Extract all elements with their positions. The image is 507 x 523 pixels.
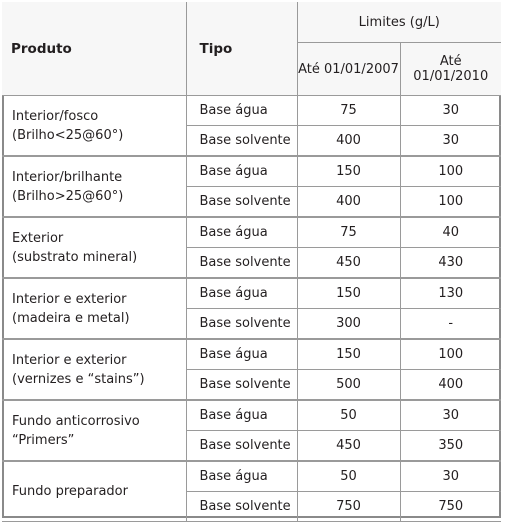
limit-2007-cell: 150 [297,278,400,309]
product-cell [2,278,186,339]
limit-2007-cell: 150 [297,339,400,370]
product-name: Exterior [12,230,64,246]
product-detail: (substrato mineral) [12,249,138,265]
table-row [2,156,501,187]
product-cell [2,339,186,400]
table-body [2,96,501,522]
product-cell [2,400,186,461]
product-detail: (vernizes e “stains”) [12,371,145,387]
table-row [2,96,501,126]
tipo-cell: Base água [186,217,297,248]
header-produto: Produto [2,2,186,96]
tipo-cell: Base solvente [186,309,297,340]
limit-2010-cell: 100 [400,156,501,187]
tipo-cell: Base solvente [186,187,297,218]
table-row [2,461,501,492]
limit-2007-cell: 750 [297,492,400,522]
limit-2007-cell: 300 [297,309,400,340]
voc-limits-table [2,2,501,522]
table-row [2,217,501,248]
limit-2010-cell: 430 [400,248,501,279]
product-name: Interior/fosco [12,108,99,124]
limit-2007-cell: 50 [297,400,400,431]
limit-2010-cell: 30 [400,400,501,431]
limit-2010-cell: 100 [400,187,501,218]
table-row [2,400,501,431]
header-tipo: Tipo [186,2,297,96]
product-detail: (madeira e metal) [12,310,130,326]
product-detail: (Brilho<25@60°) [12,127,124,143]
tipo-cell: Base água [186,400,297,431]
product-name: Fundo preparador [12,484,128,499]
tipo-cell: Base água [186,96,297,126]
limit-2010-cell: 30 [400,96,501,126]
table-row [2,339,501,370]
product-name: Interior/brilhante [12,169,123,185]
limit-2010-cell: 750 [400,492,501,522]
tipo-cell: Base água [186,278,297,309]
tipo-cell: Base água [186,156,297,187]
limit-2007-cell: 75 [297,96,400,126]
product-name: Interior e exterior [12,291,127,307]
limit-2010-cell: 40 [400,217,501,248]
table-header [2,2,501,96]
limit-2007-cell: 500 [297,370,400,401]
limit-2007-cell: 400 [297,187,400,218]
limit-2010-cell: - [400,309,501,340]
limit-2010-cell: 30 [400,126,501,157]
limit-2007-cell: 150 [297,156,400,187]
product-name: Interior e exterior [12,352,127,368]
product-cell [2,96,186,157]
tipo-cell: Base solvente [186,248,297,279]
header-limites: Limites (g/L) [297,2,501,43]
header-2010: Até 01/01/2010 [400,43,501,96]
product-cell [2,156,186,217]
product-detail: (Brilho>25@60°) [12,188,124,204]
tipo-cell: Base solvente [186,370,297,401]
table-row [2,278,501,309]
tipo-cell: Base solvente [186,126,297,157]
limit-2010-cell: 30 [400,461,501,492]
limit-2010-cell: 400 [400,370,501,401]
limit-2007-cell: 450 [297,248,400,279]
product-detail: “Primers” [12,432,75,448]
limit-2007-cell: 75 [297,217,400,248]
limit-2007-cell: 450 [297,431,400,462]
limit-2010-cell: 130 [400,278,501,309]
product-name: Fundo anticorrosivo [12,413,140,429]
limit-2010-cell: 350 [400,431,501,462]
header-2007: Até 01/01/2007 [297,43,400,96]
tipo-cell: Base água [186,339,297,370]
tipo-cell: Base água [186,461,297,492]
limit-2010-cell: 100 [400,339,501,370]
product-cell [2,217,186,278]
tipo-cell: Base solvente [186,431,297,462]
tipo-cell: Base solvente [186,492,297,522]
product-cell [2,461,186,522]
limit-2007-cell: 400 [297,126,400,157]
limit-2007-cell: 50 [297,461,400,492]
